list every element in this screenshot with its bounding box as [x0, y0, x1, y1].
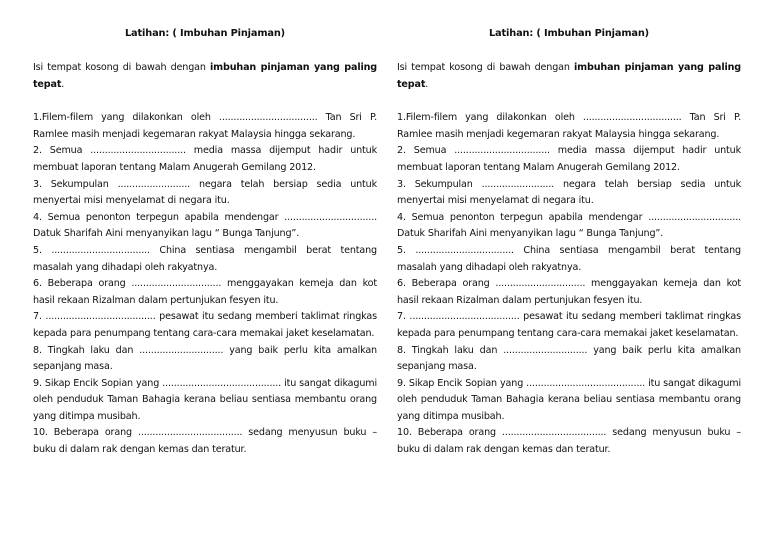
- question-item: 9. Sikap Encik Sopian yang ......................................... itu sangat dikagumi oleh penduduk Taman Bahagia kerana beliau sentiasa membantu orang yang ditimpa musibah.: [33, 377, 377, 422]
- question-item: 5. .................................. China sentiasa mengambil berat tentang masalah yang dihadapi oleh rakyatnya.: [397, 244, 741, 273]
- question-item: 2. Semua ................................. media massa dijemput hadir untuk membuat laporan tentang Malam Anugerah Gemilang 2012.: [397, 145, 741, 173]
- question-item: 5. .................................. China sentiasa mengambil berat tentang masalah yang dihadapi oleh rakyatnya.: [33, 244, 377, 273]
- question-item: 9. Sikap Encik Sopian yang ......................................... itu sangat dikagumi oleh penduduk Taman Bahagia kerana beliau sentiasa membantu orang yang ditimpa musibah.: [397, 377, 741, 422]
- question-item: 1.Filem-filem yang dilakonkan oleh .................................. Tan Sri P. Ramlee masih menjadi kegemaran rakyat Malaysia hingga sekarang.: [397, 112, 741, 140]
- question-item: 7. ...................................... pesawat itu sedang memberi taklimat ringkas kepada para penumpang tentang cara-cara memakai jaket keselamatan.: [397, 311, 741, 339]
- question-list: [33, 110, 377, 458]
- question-item: 3. Sekumpulan ......................... negara telah bersiap sedia untuk menyertai misi menyelamat di negara itu.: [33, 178, 377, 207]
- question-item: 2. Semua ................................. media massa dijemput hadir untuk membuat laporan tentang Malam Anugerah Gemilang 2012.: [33, 145, 377, 173]
- question-item: 3. Sekumpulan ......................... negara telah bersiap sedia untuk menyertai misi menyelamat di negara itu.: [397, 178, 741, 207]
- question-item: 8. Tingkah laku dan ............................. yang baik perlu kita amalkan sepanjang masa.: [397, 344, 741, 373]
- question-item: 4. Semua penonton terpegun apabila mendengar ................................ Datuk Sharifah Aini menyanyikan lagu “ Bunga Tanjung”.: [397, 211, 741, 240]
- instruction-end: .: [61, 78, 65, 90]
- worksheet-instruction: [397, 60, 741, 93]
- question-item: 6. Beberapa orang ............................... menggayakan kemeja dan kot hasil rekaan Rizalman dalam pertunjukan fesyen itu.: [33, 278, 377, 306]
- worksheet-right: [397, 26, 741, 459]
- question-item: 10. Beberapa orang .................................... sedang menyusun buku – buku di dalam rak dengan kemas dan teratur.: [33, 427, 377, 456]
- instruction-emphasis: imbuhan pinjaman yang paling tepat: [33, 62, 377, 90]
- question-item: 4. Semua penonton terpegun apabila mendengar ................................ Datuk Sharifah Aini menyanyikan lagu “ Bunga Tanjung”.: [33, 211, 377, 240]
- instruction-emphasis: imbuhan pinjaman yang paling tepat: [397, 62, 741, 90]
- worksheet-title: Latihan: ( Imbuhan Pinjaman): [124, 28, 286, 39]
- question-item: 7. ...................................... pesawat itu sedang memberi taklimat ringkas kepada para penumpang tentang cara-cara memakai jaket keselamatan.: [33, 311, 377, 339]
- question-item: 6. Beberapa orang ............................... menggayakan kemeja dan kot hasil rekaan Rizalman dalam pertunjukan fesyen itu.: [397, 278, 741, 306]
- worksheet-title: Latihan: ( Imbuhan Pinjaman): [488, 28, 650, 39]
- instruction-text: Isi tempat kosong di bawah dengan: [397, 62, 575, 73]
- question-item: 8. Tingkah laku dan ............................. yang baik perlu kita amalkan sepanjang masa.: [33, 344, 377, 373]
- instruction-text: Isi tempat kosong di bawah dengan: [33, 62, 211, 73]
- instruction-end: .: [425, 78, 429, 90]
- question-item: 10. Beberapa orang .................................... sedang menyusun buku – buku di dalam rak dengan kemas dan teratur.: [397, 427, 741, 456]
- worksheet-left: [33, 26, 377, 459]
- question-list: [397, 110, 741, 458]
- worksheet-instruction: [33, 60, 377, 93]
- question-item: 1.Filem-filem yang dilakonkan oleh .................................. Tan Sri P. Ramlee masih menjadi kegemaran rakyat Malaysia hingga sekarang.: [33, 112, 377, 140]
